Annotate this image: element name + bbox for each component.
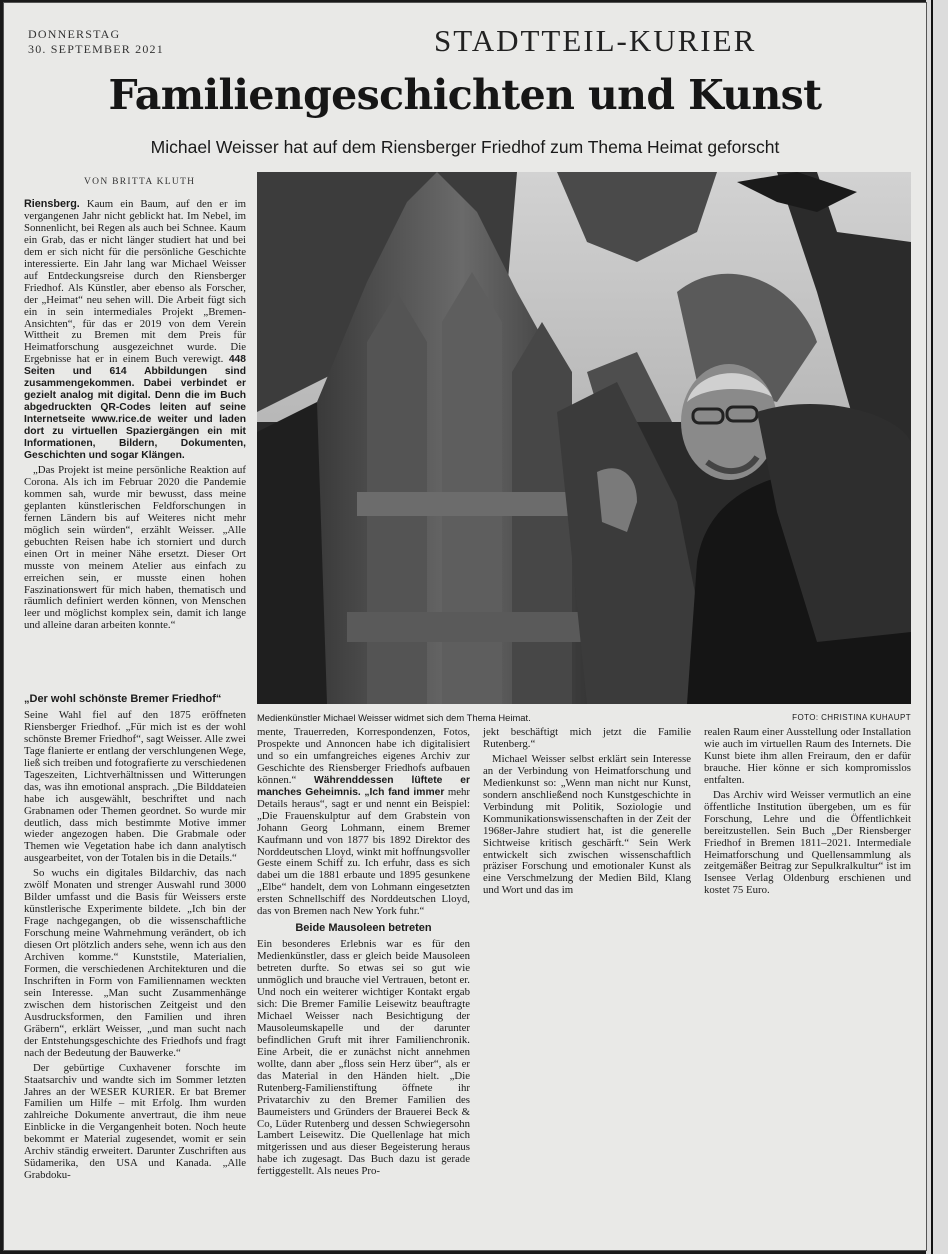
paragraph: Ein besonderes Erlebnis war es für den Medienkünstler, dass er gleich beide Mausoleen betreten durfte. So etwas sei so gut wie unmöglich und brauche viel Vertrauen, betont er. Und noch ein weiterer wichtiger Kontakt ergab sich: Die Bremer Familie Leisewitz beauftragte Michael Weisser nach Besichtigung der Mausoleumskapelle und der darunter befindlichen Gruft mit ihrer Familienchronik. Eine Arbeit, die er zunächst nicht annehmen wollte, dann aber „floss sein Herz über“, als er das Material in den Händen hielt. „Die Rutenberg-Familienstiftung öffnete ihr Privatarchiv zu den Bremer Familien des Baumeisters und Gründers der Brauerei Beck & Co, Lüder Rutenberg und dessen Schwiegersohn Lambert Leisewitz. Die Quellenlage hat mich mitgerissen und aus dieser Begeisterung heraus habe ich zugesagt. Das Buch dazu ist gerade fertiggestellt. Als neues Pro- (257, 938, 470, 1178)
issue-date-text: 30. SEPTEMBER 2021 (28, 42, 164, 56)
article-column-1 (24, 199, 246, 635)
newspaper-page (4, 3, 926, 1250)
photo-caption (257, 712, 911, 723)
paragraph: Seine Wahl fiel auf den 1875 eröffneten Riensberger Friedhof. „Für mich ist es der wohl schönste Bremer Friedhof“, sagt Weisser. Alle zwei Tage flanierte er entlang der verschlungenen Wege, ließ sich treiben und fotografierte zu verschiedenen Tageszeiten, Lichtverhältnissen und Witterungen das, was ihn emotional ansprach. „Die Bilddateien habe ich ausgewählt, beschriftet und nach Grabnamen oder Themen geordnet. So wurde mir deutlich, dass mich bestimmte Motive immer wieder angezogen haben. Die Grabmale oder Themen wie Vegetation habe ich dann analytisch ausgearbeitet, von der Totalen bis in die Details.“ (24, 708, 247, 865)
paragraph-text: mehr Details heraus“, sagt er und nennt ein Beispiel: „Die Frauenskulptur auf dem Grabstein von Johann Georg Lohmann, einem Bremer Kaufmann und von 1877 bis 1892 Direktor des Norddeutschen Lloyd, winkt mit hoffnungsvoller Geste einem Schiff zu. Ich erfuhr, dass es sich dabei um die 1881 erbaute und 1895 gesunkene „Elbe“ handelt, dem von Lohmann eingesetzten ersten Schnellschiff des Norddeutschen Lloyd, das von Bremen nach New York fuhr.“ (257, 785, 470, 918)
article-headline: Familiengeschichten und Kunst (108, 71, 822, 119)
page-edge-line (931, 0, 933, 1254)
paragraph: So wuchs ein digitales Bildarchiv, das nach zwölf Monaten und strenger Auswahl rund 3000 Bilder umfasst und die Basis für Weissers erste künstlerische Experimente bildete. „Ich bin der Frage nachgegangen, ob die wissenschaftliche Forschung meine Wahrnehmung verändert, ob ich diesen Ort plötzlich anders sehe, wenn ich aus den Archiven komme.“ Kunststile, Materialien, Formen, die verschiedenen Architekturen und die Inschriften in Form von Familiennamen weckten sein Interesse. „Man sucht Zusammenhänge zwischen dem historischen Zeitgeist und den Ausdrucksformen, den Familien und ihren Gräbern“, erklärt Weisser, „und man sucht nach der Entstehungsgeschichte des Friedhofs und fragt nach der Bedeutung der Bauwerke.“ (24, 867, 246, 1059)
paragraph: realen Raum einer Ausstellung oder Installation wie auch im virtuellen Raum des Internets. Die Kunst biete ihm allen Freiraum, den er dafür brauche. Hier könne er sich kompromisslos entfalten. (704, 726, 911, 786)
paragraph: Der gebürtige Cuxhavener forschte im Staatsarchiv und wandte sich im Sommer letzten Jahres an der WESER KURIER. Er bat Bremer Familien um Hilfe – mit Erfolg. Ihm wurden zahlreiche Dokumente anvertraut, die ihm neue Einblicke in die Vergangenheit boten. Noch heute bekommt er Material zugesendet, womit er sein Archiv ständig erweitert. Darunter Zuschriften aus Südamerika, den USA und Kanada. „Alle Grabdoku- (24, 1061, 246, 1182)
paragraph: Michael Weisser selbst erklärt sein Interesse an der Verbindung von Heimatforschung und Medienkunst so: „Wenn man nicht nur Kunst, sondern anschließend noch Kunstgeschichte in Verbindung mit Politik, Soziologie und Kommunikationswissenschaften in der Zeit der 1968er-Jahre studiert hat, ist die generelle Sichtweise kritisch geschärft.“ Sein Werk entwickelt sich zwischen wissenschaftlich präziser Forschung und emotionaler Kunst als eine Verschmelzung der Medien Bild, Klang und Wort und das im (483, 752, 691, 897)
article-byline: VON BRITTA KLUTH (84, 177, 196, 187)
article-column-2 (257, 727, 470, 1181)
right-margin-strip (926, 0, 948, 1254)
article-dateline: Riensberg. (24, 198, 80, 210)
photo-caption-text: Medienkünstler Michael Weisser widmet sich dem Thema Heimat. (257, 712, 531, 723)
article-column-1-lower (24, 689, 246, 1185)
paragraph-bold-text: Währenddessen lüftete er manches Geheimnis. „Ich fand immer (257, 774, 470, 798)
paragraph-text: mente, Trauerreden, Korrespondenzen, Fotos, Prospekte und Annoncen habe ich digitalisiert und so ein umfangreiches eigenes Archiv zur Geschichte des Riensberger Friedhofs aufbauen können.“ (257, 726, 470, 786)
paragraph: jekt beschäftigt mich jetzt die Familie Rutenberg.“ (483, 726, 691, 750)
paragraph-text: Kaum ein Baum, auf den er im vergangenen Jahr nicht geblickt hat. Im Nebel, im Sonnenlicht, bei Regen als auch bei Schnee. Kaum ein Grab, das er nicht länger studiert hat und bei dem er sich nicht für die persönliche Geschichte interessierte. Ein Jahr lang war Michael Weisser auf Entdeckungsreise durch den Riensberger Friedhof. Als Künstler, aber ebenso als Forscher, der „Heimat“ neu sehen will. Die Arbeit fügt sich ein in sein intermediales Projekt „Bremen-Ansichten“, für das er 2019 von dem Verein Wittheit zu Bremen mit dem Preis für Heimatforschung ausgezeichnet wurde. Die Ergebnisse hat er in einem Buch verewigt. (24, 198, 247, 366)
photo-credit: FOTO: CHRISTINA KUHAUPT (792, 713, 911, 722)
article-column-3 (483, 727, 691, 900)
photo-illustration (257, 172, 911, 704)
article-subheadline: Michael Weisser hat auf dem Riensberger Friedhof zum Thema Heimat geforscht (150, 137, 780, 157)
paragraph (24, 199, 246, 462)
issue-weekday: DONNERSTAG (28, 27, 121, 41)
subheading-2: Beide Mausoleen betreten (295, 922, 432, 935)
paragraph (257, 727, 470, 918)
paragraph: Das Archiv wird Weisser vermutlich an eine öffentliche Institution übergeben, um es für Forschung, Lehre und die Öffentlichkeit bereitzustellen. Sein Buch „Der Riensberger Friedhof in Bremen 1811–2021. Intermediale Heimatforschung und Quellensammlung als zeitgemäßer Beitrag zur Sepulkralkultur“ ist im Isensee Verlag Oldenburg erschienen und kostet 75 Euro. (704, 788, 911, 897)
subheading-1: „Der wohl schönste Bremer Friedhof“ (24, 693, 222, 705)
issue-date (28, 27, 164, 57)
paragraph: „Das Projekt ist meine persönliche Reaktion auf Corona. Als ich im Februar 2020 die Pandemie kommen sah, wurde mir bewusst, dass meine geplanten künstlerischen Feldforschungen in fernen Ländern bis auf Weiteres nicht mehr möglich sein würden“, erzählt Weisser. „Alle gebuchten Reisen habe ich storniert und durch einen Ort in meiner Nähe ersetzt. Dieser Ort musste von meinem Atelier aus einfach zu erreichen sein, er musste einen hohen Faszinationswert für mich haben, thematisch und räumlich definiert werden können, von Menschen leer und möglichst komplex sein, damit ich lange und alleine daran arbeiten konnte.“ (24, 463, 246, 632)
article-column-4 (704, 727, 911, 900)
article-photo (257, 172, 911, 704)
paragraph-bold-text: 448 Seiten und 614 Abbildungen sind zusammengekommen. Dabei verbindet er gezielt analog mit digital. Denn die im Buch abgedruckten QR-Codes leiten auf seine Internetseite www.rice.de weiter und laden dort zu virtuellen Spaziergängen ein mit Informationen, Bildern, Dokumenten, Geschichten und sogar Klängen. (24, 354, 246, 462)
section-title: STADTTEIL-KURIER (434, 23, 757, 58)
